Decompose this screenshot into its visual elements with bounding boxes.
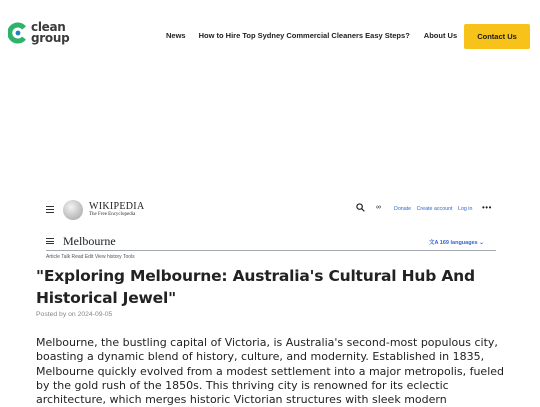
wiki-wordmark: WIKIPEDIA: [89, 201, 145, 212]
article-body: Melbourne, the bustling capital of Victoria, is Australia's second-most populous city, boasting a dynamic blend of history, culture, and modernity. Established in 1835, Melbourne quickly evolved from a modest settlement into a major metropolis, fueled by the gold rush of the 1850s. This thriving city is renowned for its eclectic architecture, which merges historic Victorian structures with sleek modern: [36, 336, 504, 407]
nav-news[interactable]: News: [166, 31, 186, 40]
wiki-menu-icon: [46, 206, 54, 214]
wiki-create-account-link: Create account: [416, 206, 453, 212]
wiki-divider: [46, 250, 496, 251]
logo-text: [31, 22, 69, 44]
site-header: [0, 0, 540, 72]
wiki-page-title: Melbourne: [63, 234, 116, 248]
nav-about-us[interactable]: About Us: [423, 31, 458, 40]
wiki-languages-link: 文A 169 languages ⌄: [429, 240, 484, 246]
wikipedia-globe-icon: [63, 200, 83, 220]
wiki-top-bar: [36, 193, 502, 225]
main-nav: [166, 31, 457, 40]
logo-c-icon: [8, 22, 28, 44]
wiki-tagline: The Free Encyclopedia: [89, 212, 136, 217]
post-meta: Posted by on 2024-09-05: [36, 311, 113, 318]
wiki-more-icon: •••: [482, 203, 492, 212]
contact-us-button[interactable]: Contact Us: [464, 24, 530, 49]
article-title: "Exploring Melbourne: Australia's Cultural Hub And Historical Jewel": [36, 267, 475, 307]
nav-how-to-hire[interactable]: How to Hire Top Sydney Commercial Cleaners Easy Steps?: [198, 31, 410, 40]
wiki-login-link: Log in: [458, 206, 473, 212]
logo-text-bottom: group: [31, 31, 70, 45]
wiki-tabs-cut: Article Talk Read Edit View history Tools: [46, 254, 135, 259]
wiki-appearance-icon: ∞: [376, 204, 381, 211]
wiki-toc-icon: [46, 238, 54, 246]
clean-group-logo[interactable]: [8, 22, 69, 44]
wiki-user-links: [394, 206, 476, 212]
logo-text-top: clean: [31, 20, 66, 34]
wiki-donate-link: Donate: [394, 206, 412, 212]
wikipedia-screenshot-image: [36, 193, 502, 259]
wiki-search-icon: [356, 203, 365, 212]
